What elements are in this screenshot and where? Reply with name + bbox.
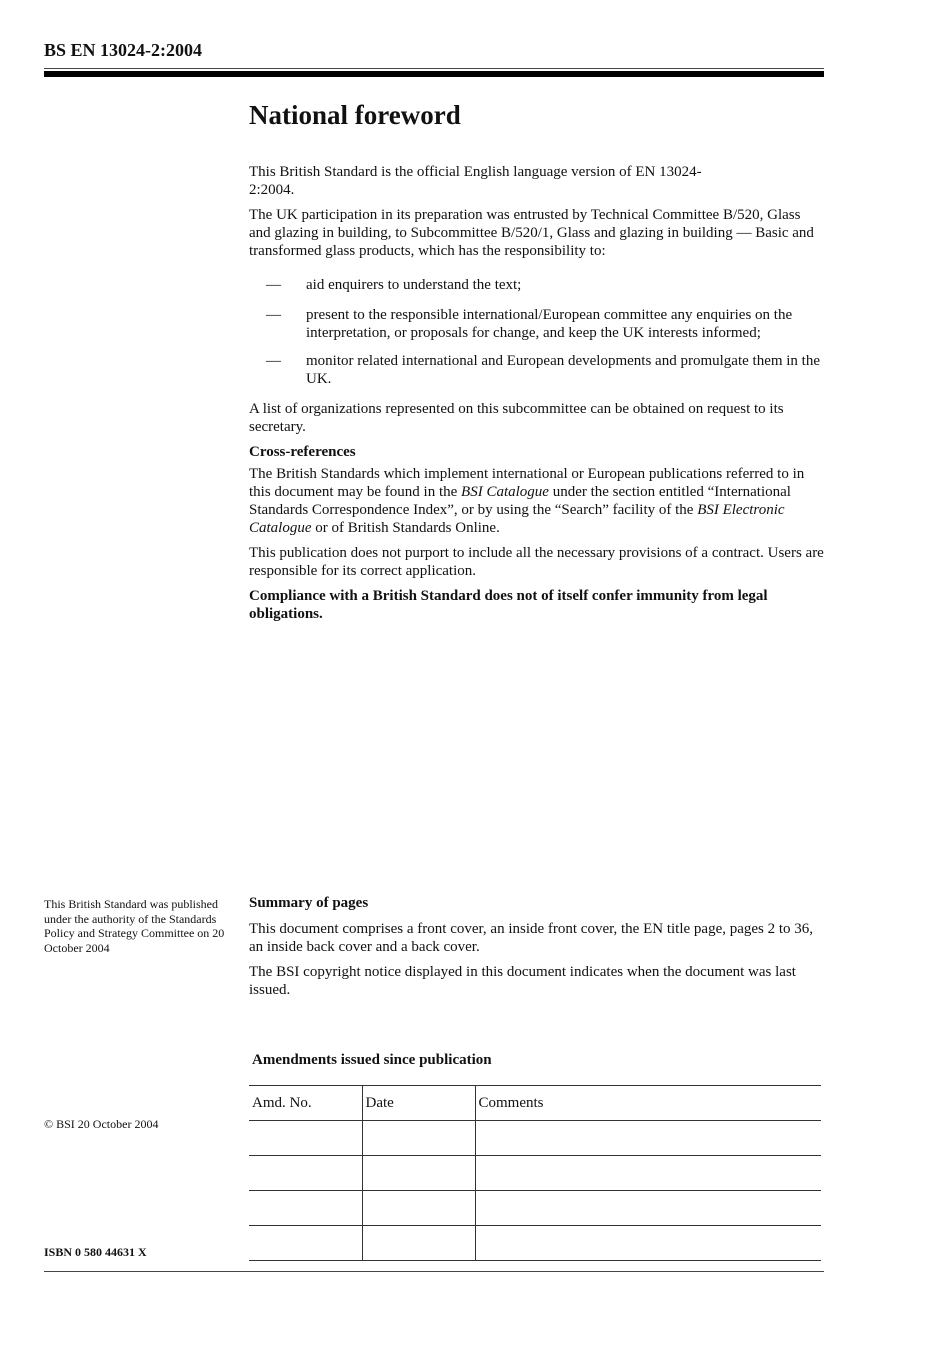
table-cell	[249, 1191, 362, 1226]
summary-paragraph-2: The BSI copyright notice displayed in this document indicates when the document was last issued.	[249, 964, 796, 998]
authority-note: This British Standard was published under the authority of the Standards Policy and Strategy Committee on 20 October 2004	[44, 897, 225, 955]
copyright-notice: © BSI 20 October 2004	[44, 1117, 159, 1131]
amendments-title: Amendments issued since publication	[252, 1052, 492, 1068]
dash-marker: —	[266, 277, 281, 293]
page-title: National foreword	[249, 100, 461, 130]
list-item-text: present to the responsible international/European committee any enquiries on the interpretation, or proposals for change, and keep the UK interests informed;	[306, 307, 793, 341]
amendments-table	[249, 1085, 821, 1261]
intro-paragraph-3: A list of organizations represented on this subcommittee can be obtained on request to its secretary.	[249, 401, 784, 435]
table-cell	[362, 1121, 475, 1156]
intro-paragraph-1: This British Standard is the official English language version of EN 13024-2:2004.	[249, 164, 702, 198]
table-cell	[362, 1156, 475, 1191]
table-cell	[249, 1121, 362, 1156]
column-header: Comments	[475, 1086, 821, 1121]
table-cell	[249, 1156, 362, 1191]
column-header: Amd. No.	[249, 1086, 362, 1121]
header-rule-thin	[44, 68, 824, 69]
list-item-text: monitor related international and European developments and promulgate them in the UK.	[306, 353, 821, 387]
dash-marker: —	[266, 307, 281, 323]
isbn: ISBN 0 580 44631 X	[44, 1245, 147, 1259]
table-row	[249, 1121, 821, 1156]
compliance-statement: Compliance with a British Standard does not of itself confer immunity from legal obligations.	[249, 588, 768, 622]
table-row	[249, 1156, 821, 1191]
bsi-electronic-catalogue-title: BSI Electronic Catalogue	[249, 502, 785, 536]
footer-rule	[44, 1271, 824, 1272]
provisions-paragraph: This publication does not purport to include all the necessary provisions of a contract. Users are responsible for its correct application.	[249, 545, 824, 579]
table-row	[249, 1226, 821, 1261]
column-header: Date	[362, 1086, 475, 1121]
cross-references-paragraph: The British Standards which implement international or European publications referred to in this document may be found in the BSI Catalogue under the section entitled “International Standards Correspondence Index”, or by using the “Search” facility of the BSI Electronic Catalogue or of British Standards Online.	[249, 466, 805, 536]
cross-references-heading: Cross-references	[249, 444, 356, 460]
table-cell	[362, 1191, 475, 1226]
dash-marker: —	[266, 353, 281, 369]
list-item	[249, 276, 824, 294]
intro-paragraph-2: The UK participation in its preparation was entrusted by Technical Committee B/520, Glass and glazing in building, to Subcommittee B/520/1, Glass and glazing in building — Basic and transformed glass products, which has the responsibility to:	[249, 207, 814, 259]
summary-paragraph-1: This document comprises a front cover, an inside front cover, the EN title page, pages 2 to 36, an inside back cover and a back cover.	[249, 921, 814, 955]
table-cell	[249, 1226, 362, 1261]
list-item-text: aid enquirers to understand the text;	[306, 277, 522, 293]
table-cell	[362, 1226, 475, 1261]
responsibility-list	[249, 276, 824, 388]
summary-of-pages	[249, 894, 824, 1006]
table-cell	[475, 1156, 821, 1191]
table-cell	[475, 1191, 821, 1226]
header-rule-thick	[44, 71, 824, 77]
summary-heading: Summary of pages	[249, 895, 369, 911]
list-item	[249, 352, 824, 388]
bsi-catalogue-title: BSI Catalogue	[461, 484, 549, 500]
foreword-body	[249, 163, 824, 630]
document-id: BS EN 13024-2:2004	[44, 40, 203, 60]
amendments-rows	[249, 1121, 821, 1261]
table-cell	[475, 1226, 821, 1261]
table-cell	[475, 1121, 821, 1156]
table-row	[249, 1191, 821, 1226]
table-header-row	[249, 1086, 821, 1121]
list-item	[249, 306, 824, 342]
